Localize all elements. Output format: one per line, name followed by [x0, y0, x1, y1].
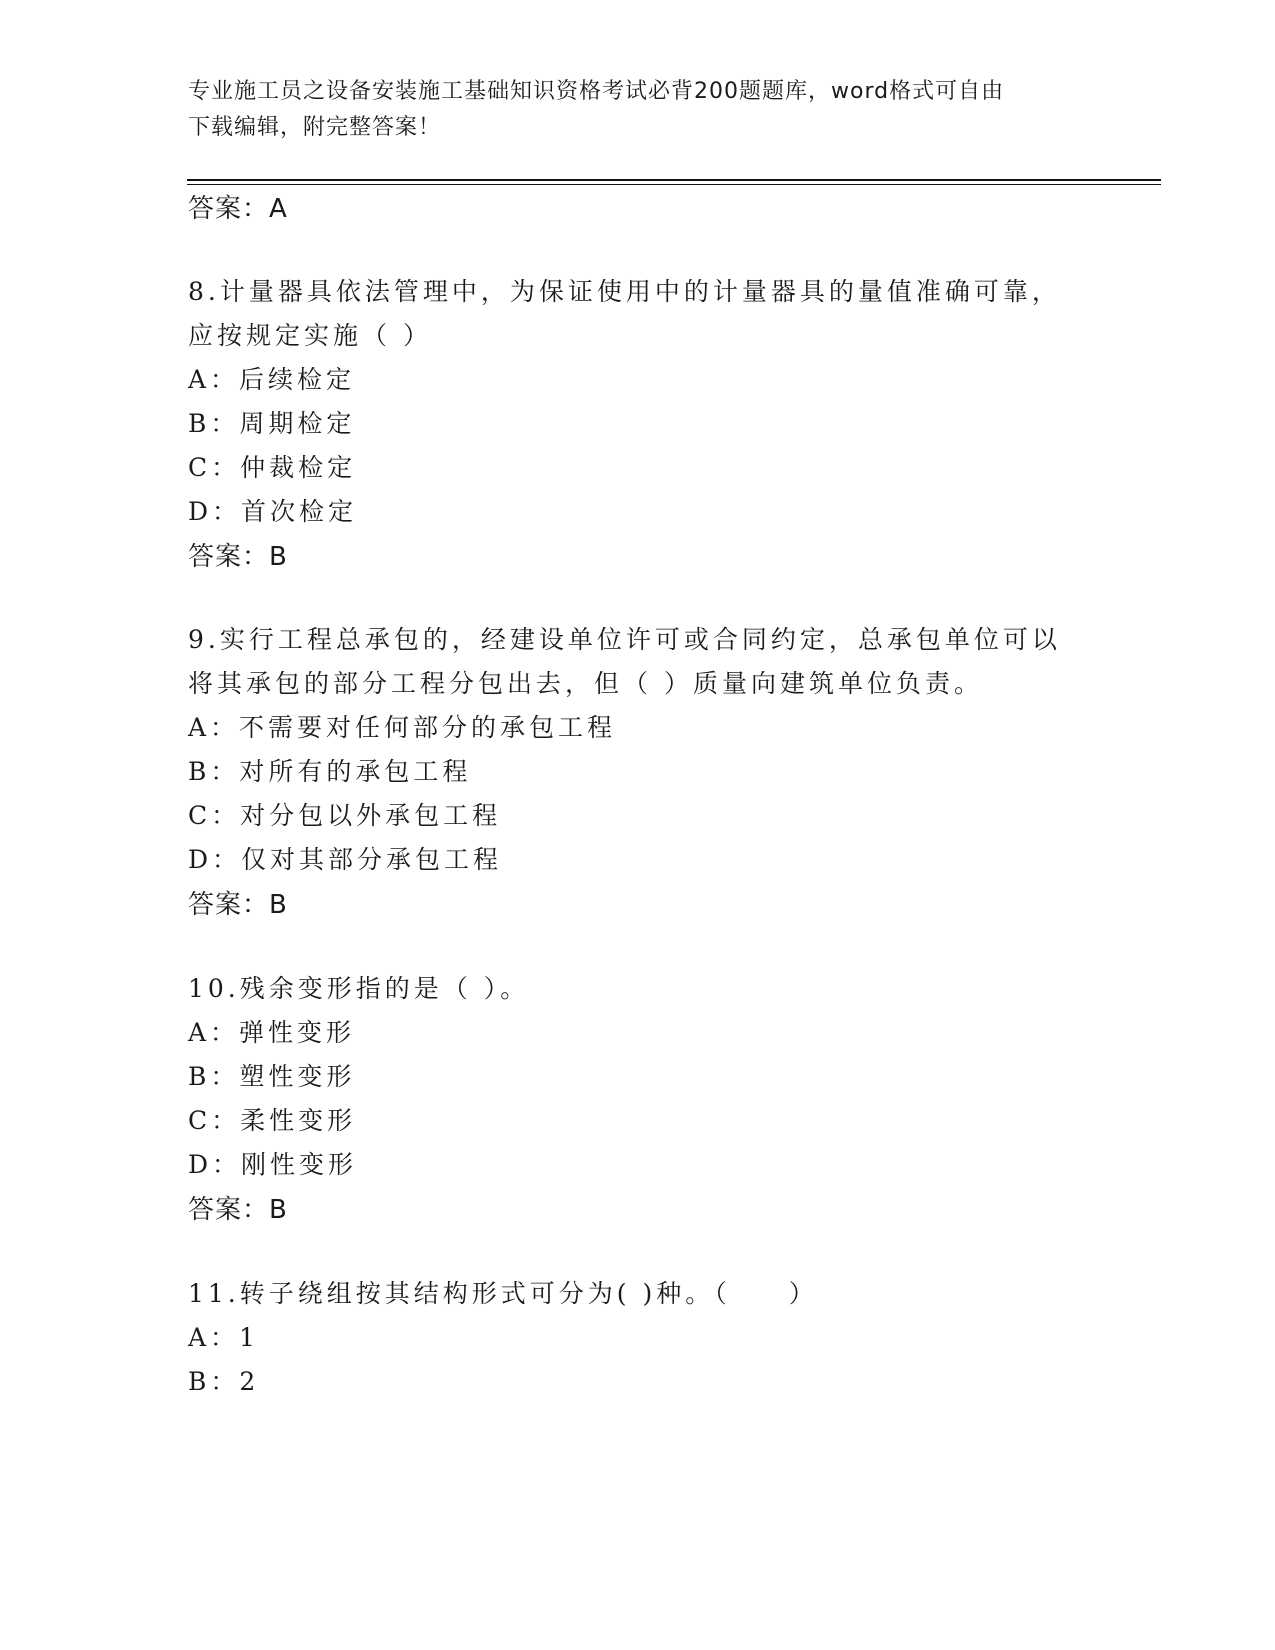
header-divider-thin	[187, 184, 1161, 185]
question-10-option-a: A：弹性变形	[188, 1018, 356, 1047]
question-9-option-b: B：对所有的承包工程	[188, 757, 472, 786]
header-divider-thick	[187, 179, 1161, 181]
question-9-option-a: A：不需要对任何部分的承包工程	[188, 713, 617, 742]
question-11-option-a: A：1	[188, 1323, 259, 1352]
question-11-option-b: B：2	[188, 1367, 260, 1396]
question-8-answer: 答案：B	[188, 542, 288, 572]
question-10-option-b: B：塑性变形	[188, 1062, 356, 1091]
question-8-option-c: C：仲裁检定	[188, 453, 357, 482]
question-10-stem: 10.残余变形指的是（ ）。	[188, 974, 530, 1003]
question-8-stem-line-2: 应按规定实施（ ）	[188, 321, 432, 350]
question-8-option-b: B：周期检定	[188, 409, 356, 438]
question-8-stem-line-1: 8.计量器具依法管理中，为保证使用中的计量器具的量值准确可靠，	[188, 277, 1061, 306]
question-9-option-c: C：对分包以外承包工程	[188, 801, 502, 830]
question-9-stem-line-2: 将其承包的部分工程分包出去，但（ ）质量向建筑单位负责。	[188, 669, 983, 698]
question-8-option-a: A：后续检定	[188, 365, 356, 394]
document-header	[188, 74, 1088, 146]
question-9-answer: 答案：B	[188, 890, 288, 920]
header-line-2: 下载编辑，附完整答案！	[188, 115, 442, 140]
question-10-option-c: C：柔性变形	[188, 1106, 357, 1135]
question-9-option-d: D：仅对其部分承包工程	[188, 845, 503, 874]
question-10-answer: 答案：B	[188, 1195, 288, 1225]
question-10-option-d: D：刚性变形	[188, 1150, 358, 1179]
question-9-stem-line-1: 9.实行工程总承包的，经建设单位许可或合同约定，总承包单位可以	[188, 625, 1061, 654]
question-8-option-d: D：首次检定	[188, 497, 358, 526]
question-11-stem: 11.转子绕组按其结构形式可分为( )种。（ ）	[188, 1279, 818, 1308]
answer-previous: 答案：A	[188, 194, 288, 224]
header-line-1: 专业施工员之设备安装施工基础知识资格考试必背200题题库，word格式可自由	[188, 79, 1005, 104]
